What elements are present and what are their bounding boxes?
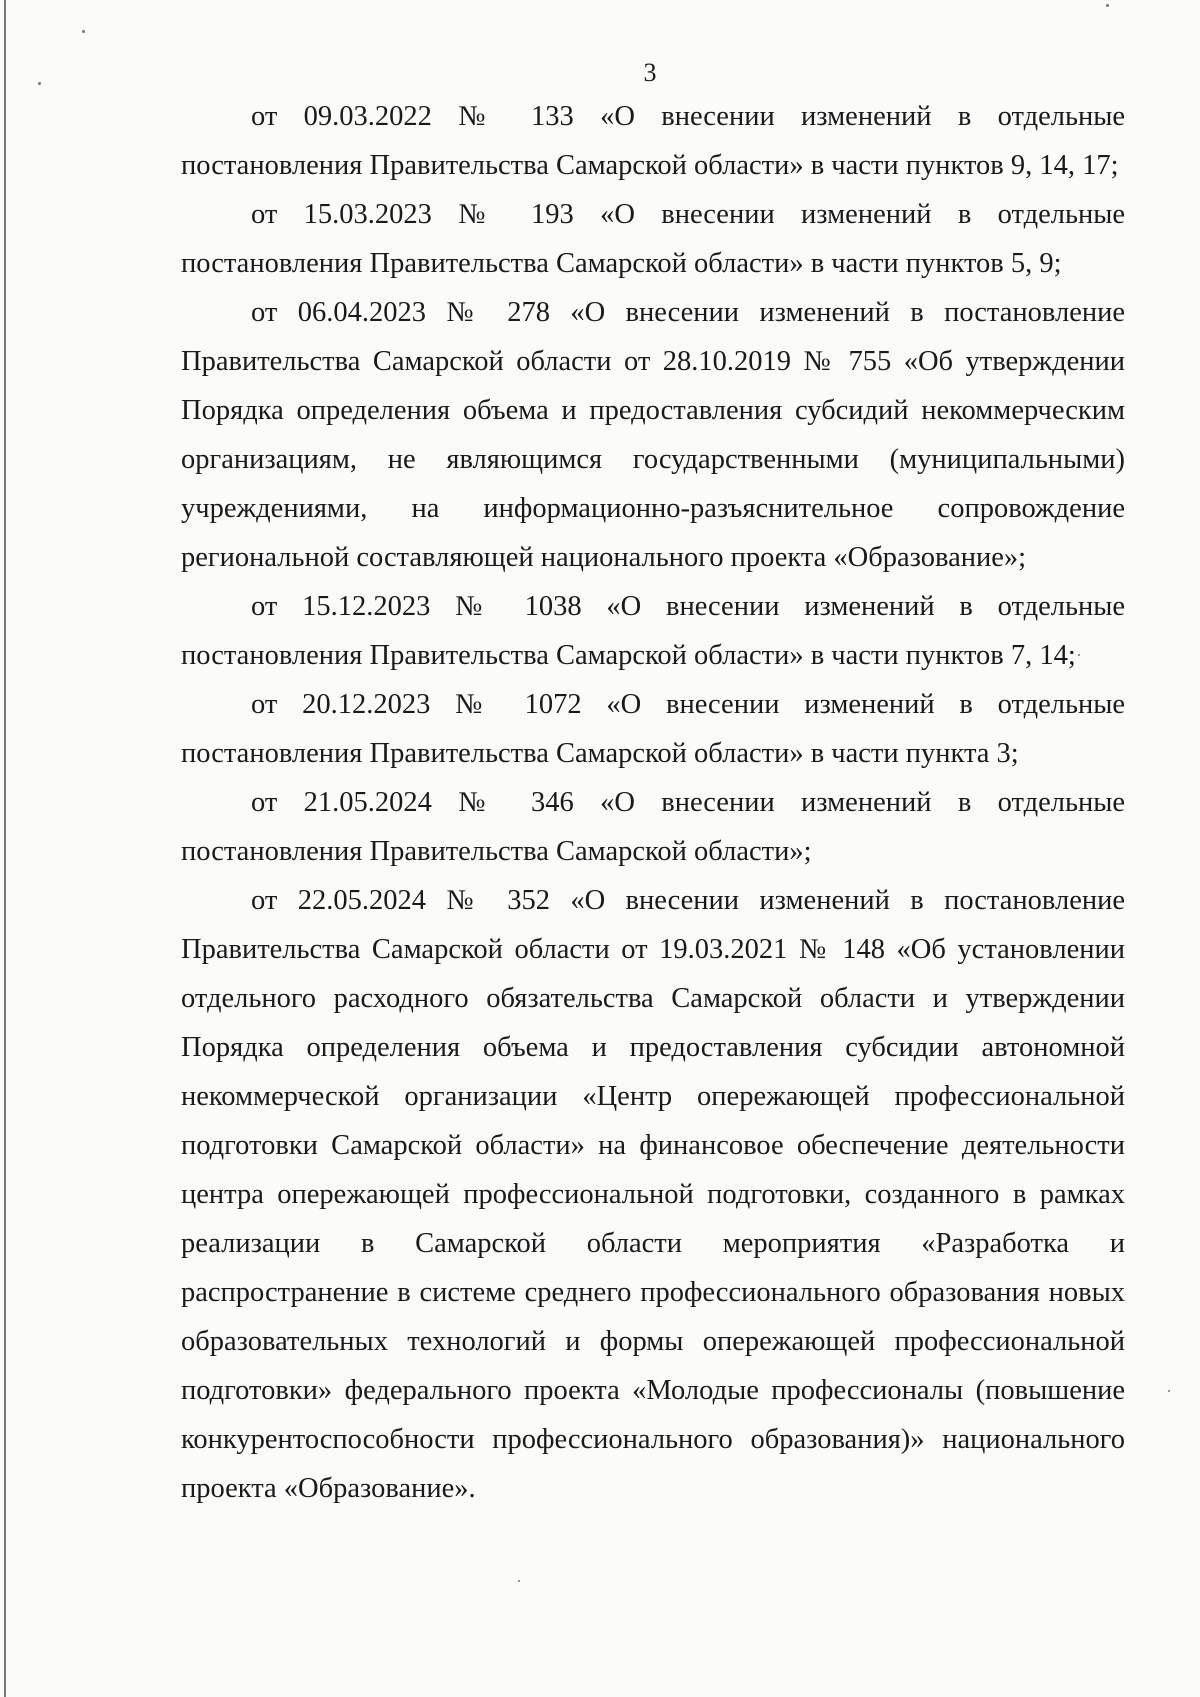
- scan-speck: [38, 82, 41, 85]
- paragraph-decree-346: от 21.05.2024 № 346 «О внесении изменений в отдельные постановления Правительства Самарской области»;: [181, 787, 1125, 867]
- document-body: [181, 92, 1125, 1513]
- paragraph-decree-352: от 22.05.2024 № 352 «О внесении изменений в постановление Правительства Самарской области от 19.03.2021 № 148 «Об установлении отдельного расходного обязательства Самарской области и утверждении Порядка определения объема и предоставления субсидии автономной некоммерческой организации «Центр опережающей профессиональной подготовки Самарской области» на финансовое обеспечение деятельности центра опережающей профессиональной подготовки, созданного в рамках реализации в Самарской области мероприятия «Разработка и распространение в системе среднего профессионального образования новых образовательных технологий и формы опережающей профессиональной подготовки» федерального проекта «Молодые профессионалы (повышение конкурентоспособности профессионального образования)» национального проекта «Образование».: [181, 885, 1125, 1504]
- scan-speck: [1168, 1390, 1170, 1392]
- scan-left-edge: [4, 0, 6, 1697]
- scan-speck: [1106, 4, 1109, 7]
- scan-speck: [82, 30, 85, 33]
- paragraph-decree-1038: от 15.12.2023 № 1038 «О внесении изменений в отдельные постановления Правительства Самарской области» в части пунктов 7, 14;: [181, 591, 1125, 671]
- paragraph-decree-1072: от 20.12.2023 № 1072 «О внесении изменений в отдельные постановления Правительства Самарской области» в части пункта 3;: [181, 689, 1125, 769]
- paragraph-decree-133: от 09.03.2022 № 133 «О внесении изменений в отдельные постановления Правительства Самарской области» в части пунктов 9, 14, 17;: [181, 101, 1125, 181]
- page-number: 3: [643, 58, 657, 87]
- scan-speck: [518, 1580, 520, 1582]
- paragraph-decree-278: от 06.04.2023 № 278 «О внесении изменений в постановление Правительства Самарской области от 28.10.2019 № 755 «Об утверждении Порядка определения объема и предоставления субсидий некоммерческим организациям, не являющимся государственными (муниципальными) учреждениями, на информационно-разъяснительное сопровождение региональной составляющей национального проекта «Образование»;: [181, 297, 1125, 573]
- paragraph-decree-193: от 15.03.2023 № 193 «О внесении изменений в отдельные постановления Правительства Самарской области» в части пунктов 5, 9;: [181, 199, 1125, 279]
- scan-speck: [1078, 654, 1080, 656]
